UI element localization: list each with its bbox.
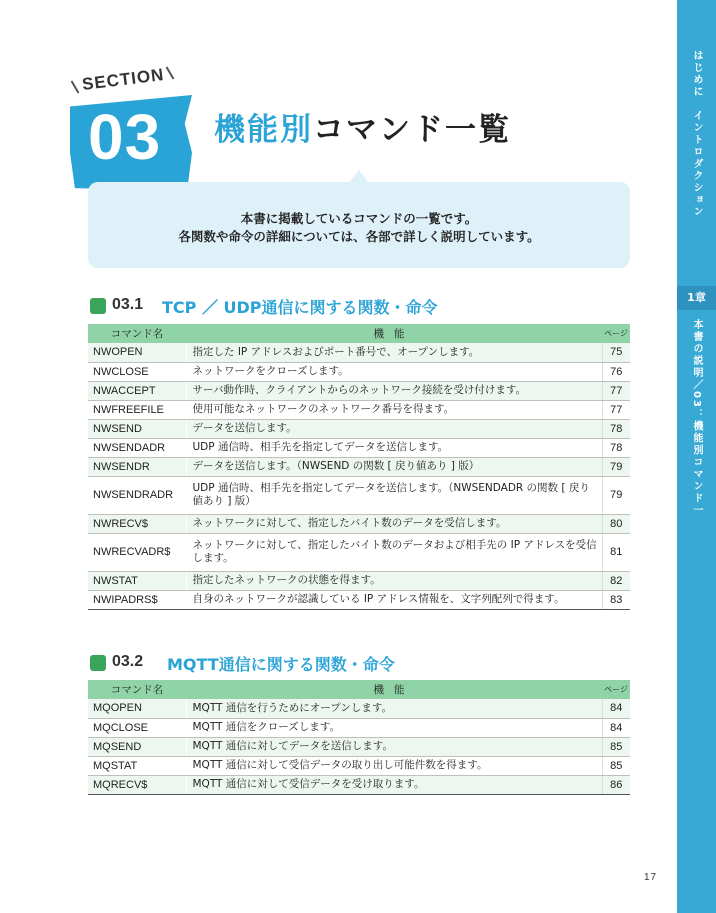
table-row xyxy=(88,533,630,571)
command-name: MQOPEN xyxy=(88,699,186,718)
column-header-function: 機能 xyxy=(186,324,602,343)
command-name: NWRECV$ xyxy=(88,514,186,533)
column-header-name: コマンド名 xyxy=(88,324,186,343)
table-row xyxy=(88,343,630,362)
column-header-page: ページ xyxy=(602,680,630,699)
command-page: 83 xyxy=(602,590,630,609)
table-row xyxy=(88,419,630,438)
page-title-accent: 機能別 xyxy=(214,112,313,148)
command-page: 80 xyxy=(602,514,630,533)
command-page: 85 xyxy=(602,737,630,756)
side-tab-chapter-title: 本書の説明／03：機能別コマンド一覧 xyxy=(652,319,702,517)
subsection-number: 03.2 xyxy=(112,653,144,670)
command-name: MQRECV$ xyxy=(88,775,186,794)
command-name: NWRECVADR$ xyxy=(88,533,186,571)
command-description: MQTT 通信をクローズします。 xyxy=(186,718,602,737)
page-title xyxy=(214,104,511,149)
command-description: UDP 通信時、相手先を指定してデータを送信します。（NWSENDADR の関数 [ 戻り値あり ] 版） xyxy=(186,476,602,514)
command-page: 76 xyxy=(602,362,630,381)
command-description: データを送信します。（NWSEND の関数 [ 戻り値あり ] 版） xyxy=(186,457,602,476)
command-description: MQTT 通信に対して受信データを受け取ります。 xyxy=(186,775,602,794)
table-row xyxy=(88,438,630,457)
side-tab-intro-label: はじめに イントロダクション xyxy=(691,50,702,218)
section-label: SECTION xyxy=(81,65,166,94)
table-row xyxy=(88,699,630,718)
subsection-marker-icon xyxy=(90,298,106,314)
command-page: 79 xyxy=(602,476,630,514)
table-row xyxy=(88,381,630,400)
table-row xyxy=(88,362,630,381)
command-page: 85 xyxy=(602,756,630,775)
subsection-number: 03.1 xyxy=(112,296,144,313)
command-description: ネットワークをクローズします。 xyxy=(186,362,602,381)
command-page: 77 xyxy=(602,381,630,400)
subsection-marker-icon xyxy=(90,655,106,671)
intro-line-1: 本書に掲載しているコマンドの一覧です。 xyxy=(240,211,478,226)
command-description: 自身のネットワークが認識している IP アドレス情報を、文字列配列で得ます。 xyxy=(186,590,602,609)
subsection-title: MQTT通信に関する関数・命令 xyxy=(167,655,395,674)
command-description: MQTT 通信を行うためにオープンします。 xyxy=(186,699,602,718)
command-description: ネットワークに対して、指定したバイト数のデータを受信します。 xyxy=(186,514,602,533)
command-name: NWCLOSE xyxy=(88,362,186,381)
table-row xyxy=(88,718,630,737)
subsection-title: TCP ／ UDP通信に関する関数・命令 xyxy=(162,298,438,317)
page-title-rest: コマンド一覧 xyxy=(313,112,511,148)
command-description: MQTT 通信に対してデータを送信します。 xyxy=(186,737,602,756)
column-header-function: 機能 xyxy=(186,680,602,699)
command-description: データを送信します。 xyxy=(186,419,602,438)
command-name: MQSEND xyxy=(88,737,186,756)
command-name: MQSTAT xyxy=(88,756,186,775)
command-description: UDP 通信時、相手先を指定してデータを送信します。 xyxy=(186,438,602,457)
command-page: 82 xyxy=(602,571,630,590)
column-header-page: ページ xyxy=(602,324,630,343)
column-header-name: コマンド名 xyxy=(88,680,186,699)
command-name: NWSENDADR xyxy=(88,438,186,457)
command-description: 指定した IP アドレスおよびポート番号で、オープンします。 xyxy=(186,343,602,362)
command-page: 84 xyxy=(602,718,630,737)
table-row xyxy=(88,571,630,590)
intro-line-2: 各関数や命令の詳細については、各部で詳しく説明しています。 xyxy=(178,229,540,244)
table-row xyxy=(88,400,630,419)
command-name: NWFREEFILE xyxy=(88,400,186,419)
command-page: 77 xyxy=(602,400,630,419)
command-name: NWSENDRADR xyxy=(88,476,186,514)
command-name: NWIPADRS$ xyxy=(88,590,186,609)
table-row xyxy=(88,775,630,794)
command-name: NWOPEN xyxy=(88,343,186,362)
command-name: NWSENDR xyxy=(88,457,186,476)
side-tab-chapter-label: 1章 xyxy=(677,286,716,310)
command-name: NWSTAT xyxy=(88,571,186,590)
section-number: 03 xyxy=(88,101,162,173)
command-name: MQCLOSE xyxy=(88,718,186,737)
section-slash-left-decoration xyxy=(71,80,80,93)
command-page: 81 xyxy=(602,533,630,571)
command-page: 79 xyxy=(602,457,630,476)
command-name: NWSEND xyxy=(88,419,186,438)
command-description: 指定したネットワークの状態を得ます。 xyxy=(186,571,602,590)
command-description: ネットワークに対して、指定したバイト数のデータおよび相手先の IP アドレスを受信します。 xyxy=(186,533,602,571)
command-description: MQTT 通信に対して受信データの取り出し可能件数を得ます。 xyxy=(186,756,602,775)
table-row xyxy=(88,737,630,756)
table-row xyxy=(88,457,630,476)
command-table-tcp-udp xyxy=(88,324,630,610)
command-page: 75 xyxy=(602,343,630,362)
command-page: 78 xyxy=(602,419,630,438)
command-page: 86 xyxy=(602,775,630,794)
table-row xyxy=(88,756,630,775)
command-name: NWACCEPT xyxy=(88,381,186,400)
table-row xyxy=(88,590,630,609)
section-slash-right-decoration xyxy=(166,66,175,79)
side-index-tab xyxy=(652,0,716,913)
command-description: 使用可能なネットワークのネットワーク番号を得ます。 xyxy=(186,400,602,419)
command-page: 84 xyxy=(602,699,630,718)
command-table-mqtt xyxy=(88,680,630,795)
page-number: 17 xyxy=(644,872,658,883)
table-row xyxy=(88,514,630,533)
command-description: サーバ動作時、クライアントからのネットワーク接続を受け付けます。 xyxy=(186,381,602,400)
table-row xyxy=(88,476,630,514)
command-page: 78 xyxy=(602,438,630,457)
intro-callout xyxy=(88,182,630,268)
